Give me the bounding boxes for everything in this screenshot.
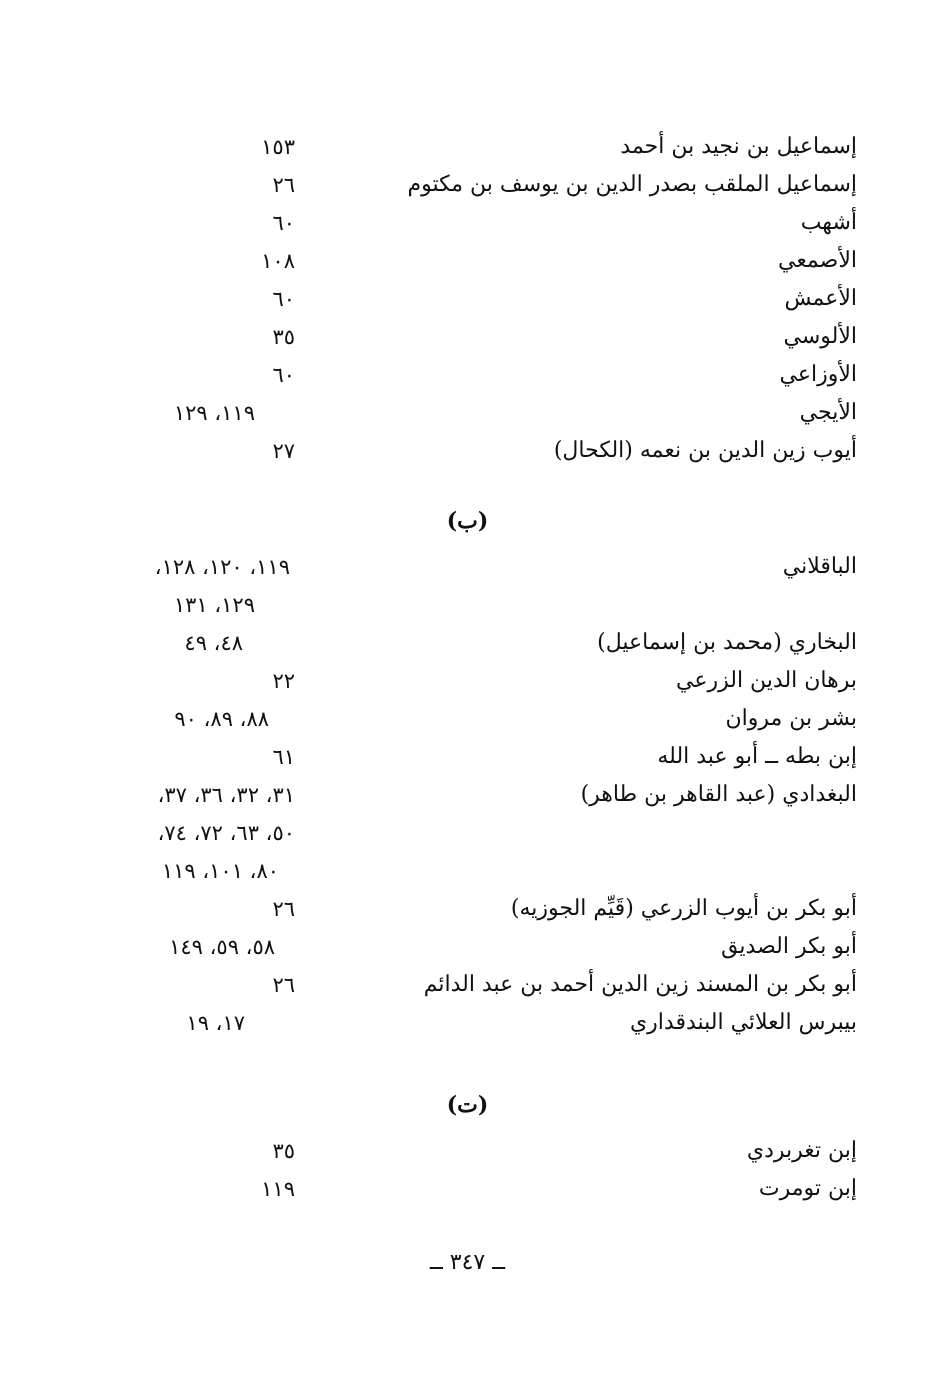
entry-pages: ٤٨، ٤٩ <box>184 631 243 655</box>
index-entry <box>0 928 935 966</box>
index-entry <box>0 204 935 242</box>
index-entry <box>0 432 935 470</box>
entry-pages: ٨٨، ٨٩، ٩٠ <box>174 707 269 731</box>
entry-name: الألوسي <box>783 324 857 349</box>
entry-pages: ٦٠ <box>272 287 295 311</box>
section-header-ta: (ت) <box>446 1092 489 1118</box>
entry-name: أيوب زين الدين بن نعمه (الكحال) <box>553 438 857 463</box>
entry-pages: ١٢٩، ١٣١ <box>173 593 255 617</box>
entry-pages: ٢٦ <box>272 173 295 197</box>
index-entry-continuation <box>0 852 935 890</box>
entry-pages: ٦١ <box>272 745 295 769</box>
entry-name: الأوزاعي <box>779 362 857 387</box>
page-number: ــ ٣٤٧ ــ <box>429 1250 506 1275</box>
entry-name: الباقلاني <box>782 554 857 579</box>
index-entry-continuation <box>0 586 935 624</box>
entry-name: الأعمش <box>784 286 857 311</box>
entry-name: إسماعيل الملقب بصدر الدين بن يوسف بن مكتوم <box>407 172 857 197</box>
index-entry <box>0 624 935 662</box>
entry-pages: ١١٩، ١٢٩ <box>173 401 255 425</box>
index-entry <box>0 128 935 166</box>
index-entry <box>0 356 935 394</box>
entry-pages: ٥٨، ٥٩، ١٤٩ <box>169 935 275 959</box>
entry-name: إبن بطه ــ أبو عبد الله <box>657 744 857 769</box>
entry-name: إبن تغربردي <box>746 1138 857 1163</box>
entry-pages: ١١٩ <box>261 1177 295 1201</box>
entry-name: أبو بكر الصديق <box>721 934 857 959</box>
index-entry <box>0 890 935 928</box>
entry-pages: ٣٥ <box>272 1139 295 1163</box>
entry-name: أبو بكر بن المسند زين الدين أحمد بن عبد الدائم <box>423 972 857 997</box>
entry-name: إسماعيل بن نجيد بن أحمد <box>620 134 857 159</box>
index-entry <box>0 548 935 586</box>
entry-name: البخاري (محمد بن إسماعيل) <box>597 630 857 655</box>
entry-pages: ٢٦ <box>272 973 295 997</box>
index-entry <box>0 394 935 432</box>
index-entry <box>0 1170 935 1208</box>
entry-name: أشهب <box>800 210 857 235</box>
entry-pages: ١٥٣ <box>261 135 295 159</box>
section-header-ba: (ب) <box>446 508 489 534</box>
entry-pages: ٥٠، ٦٣، ٧٢، ٧٤، <box>157 821 295 845</box>
index-entry <box>0 738 935 776</box>
entry-name: أبو بكر بن أيوب الزرعي (قَيِّم الجوزيه) <box>510 896 857 921</box>
entry-pages: ٣١، ٣٢، ٣٦، ٣٧، <box>157 783 295 807</box>
entry-name: برهان الدين الزرعي <box>676 668 857 693</box>
entry-pages: ١٠٨ <box>261 249 295 273</box>
index-entry <box>0 662 935 700</box>
entry-name: بيبرس العلائي البندقداري <box>629 1010 857 1035</box>
index-entry <box>0 776 935 814</box>
entry-pages: ٦٠ <box>272 363 295 387</box>
index-entry <box>0 700 935 738</box>
entry-pages: ٢٧ <box>272 439 295 463</box>
entry-name: الأيجي <box>799 400 857 425</box>
entry-name: بشر بن مروان <box>725 706 857 731</box>
index-entry <box>0 1004 935 1042</box>
index-entry <box>0 280 935 318</box>
entry-name: الأصمعي <box>777 248 857 273</box>
entry-pages: ٦٠ <box>272 211 295 235</box>
entry-pages: ٣٥ <box>272 325 295 349</box>
entry-pages: ١٧، ١٩ <box>186 1011 245 1035</box>
index-entry <box>0 318 935 356</box>
index-entry-continuation <box>0 814 935 852</box>
index-entry <box>0 166 935 204</box>
index-entry <box>0 242 935 280</box>
entry-pages: ٢٦ <box>272 897 295 921</box>
entry-name: إبن تومرت <box>758 1176 857 1201</box>
entry-pages: ١١٩، ١٢٠، ١٢٨، <box>154 555 290 579</box>
index-entry <box>0 966 935 1004</box>
entry-name: البغدادي (عبد القاهر بن طاهر) <box>580 782 857 807</box>
entry-pages: ٨٠، ١٠١، ١١٩ <box>161 859 279 883</box>
entry-pages: ٢٢ <box>272 669 295 693</box>
index-entry <box>0 1132 935 1170</box>
